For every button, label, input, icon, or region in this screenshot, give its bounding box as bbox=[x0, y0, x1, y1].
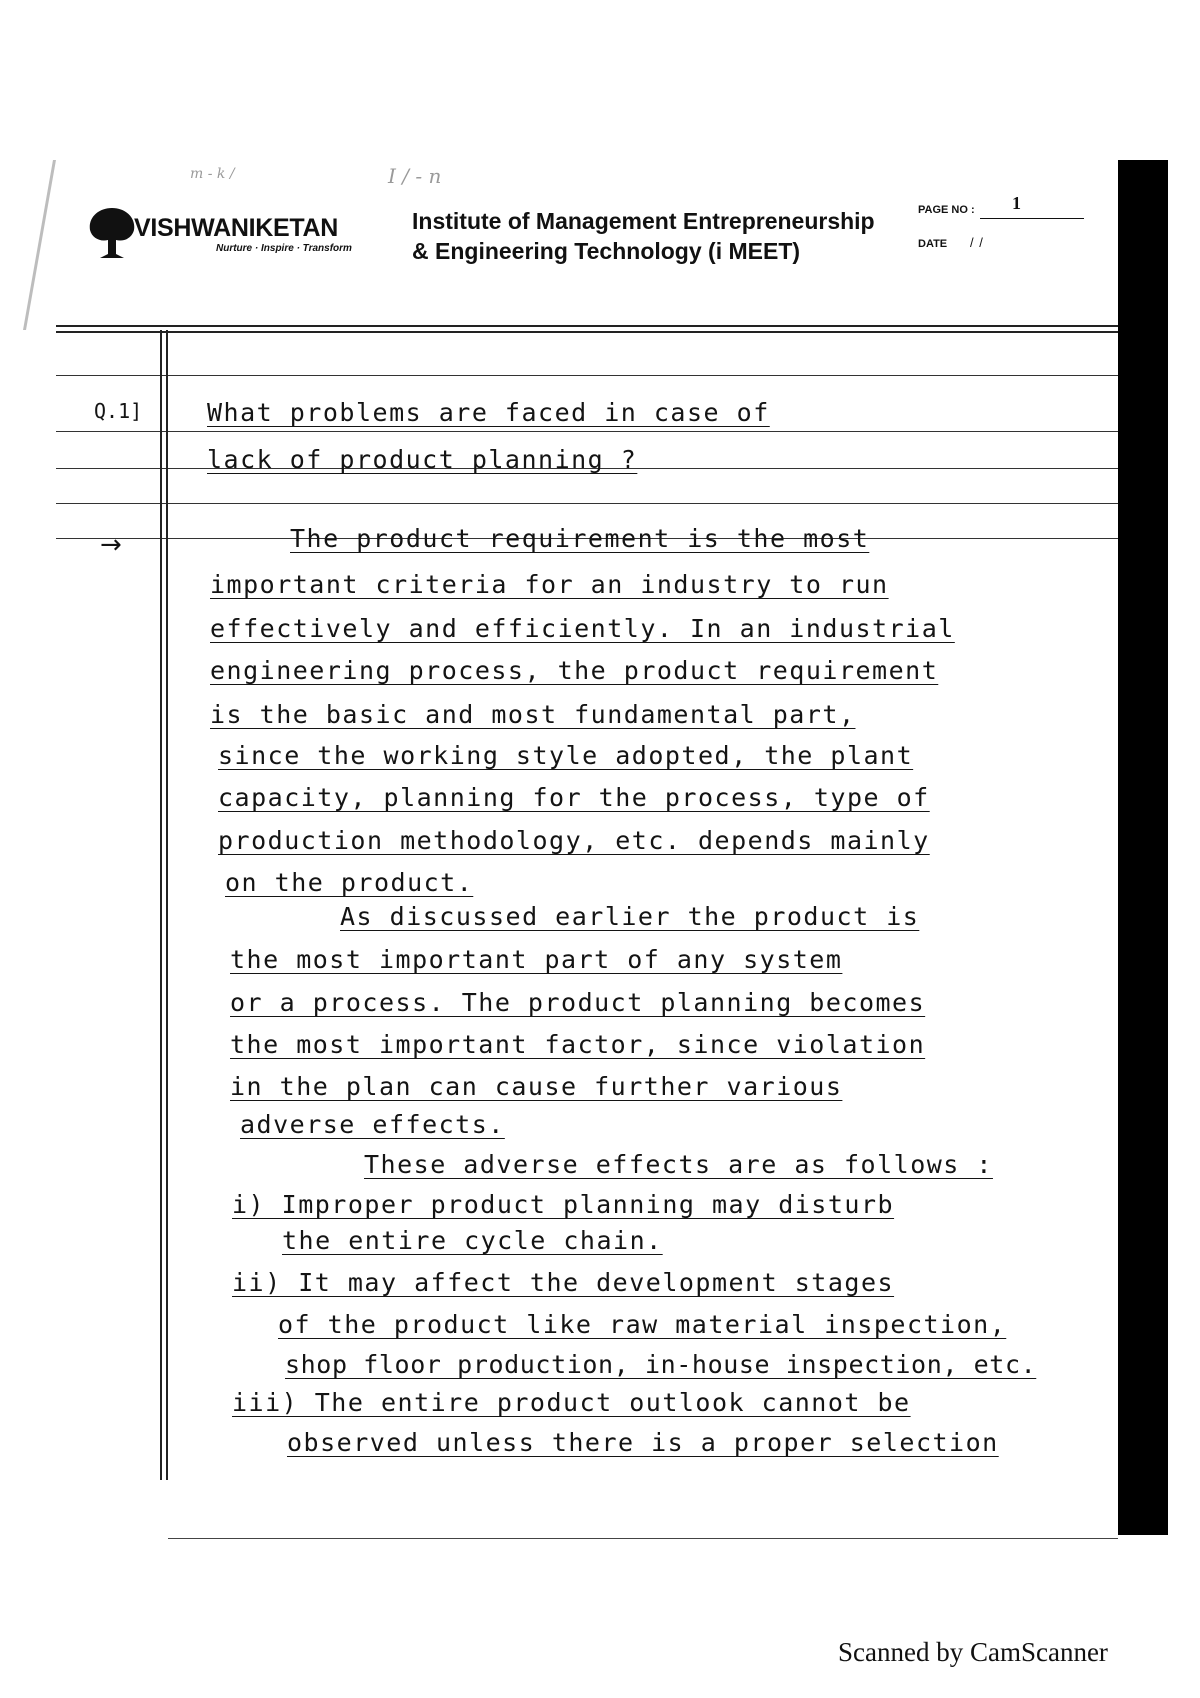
answer-line: adverse effects. bbox=[240, 1110, 505, 1139]
answer-line: engineering process, the product requirement bbox=[210, 656, 939, 685]
top-double-rule bbox=[56, 331, 1118, 333]
scanner-watermark: Scanned by CamScanner bbox=[838, 1637, 1108, 1667]
page-no-label: PAGE NO : bbox=[918, 204, 975, 216]
answer-line: The product requirement is the most bbox=[290, 524, 870, 553]
answer-line: As discussed earlier the product is bbox=[340, 902, 920, 931]
answer-line: observed unless there is a proper selection bbox=[287, 1428, 999, 1457]
answer-line: in the plan can cause further various bbox=[230, 1072, 843, 1101]
answer-line: iii) The entire product outlook cannot be bbox=[232, 1388, 911, 1417]
answer-line: important criteria for an industry to run bbox=[210, 570, 889, 599]
answer-line: i) Improper product planning may disturb bbox=[232, 1190, 895, 1219]
answer-line: the entire cycle chain. bbox=[282, 1226, 663, 1255]
answer-line: capacity, planning for the process, type of bbox=[218, 783, 930, 812]
institute-name-line-1: Institute of Management Entrepreneurship bbox=[412, 208, 875, 234]
margin-line bbox=[166, 330, 168, 1480]
scan-shadow-right bbox=[1118, 160, 1168, 1535]
bottom-rule bbox=[168, 1538, 1118, 1539]
tree-logo-icon bbox=[84, 204, 140, 260]
brand-name: VISHWANIKETAN bbox=[134, 214, 338, 242]
question-number: Q.1] bbox=[94, 399, 143, 423]
ruled-line bbox=[56, 431, 1118, 432]
answer-line: is the basic and most fundamental part, bbox=[210, 700, 856, 729]
answer-line: on the product. bbox=[225, 868, 474, 897]
pencil-note: m - k / bbox=[190, 166, 235, 182]
answer-line: of the product like raw material inspection, bbox=[278, 1310, 1007, 1339]
margin-line bbox=[160, 330, 162, 1480]
ruled-line bbox=[56, 503, 1118, 504]
institute-name-line-2: & Engineering Technology (i MEET) bbox=[412, 238, 801, 264]
answer-line: the most important part of any system bbox=[230, 945, 843, 974]
date-label: DATE bbox=[918, 238, 948, 250]
question-line: lack of product planning ? bbox=[207, 445, 638, 474]
answer-line: effectively and efficiently. In an industrial bbox=[210, 614, 955, 643]
brand-tagline: Nurture · Inspire · Transform bbox=[216, 243, 352, 254]
pencil-note: I / - n bbox=[388, 164, 442, 188]
page-no-value: 1 bbox=[1012, 193, 1021, 213]
answer-line: ii) It may affect the development stages bbox=[232, 1268, 895, 1297]
answer-line: production methodology, etc. depends mainly bbox=[218, 826, 930, 855]
page-no-underline bbox=[980, 218, 1084, 219]
date-value: / / bbox=[970, 235, 984, 250]
top-double-rule bbox=[56, 325, 1118, 327]
answer-arrow-icon: → bbox=[100, 530, 122, 560]
ruled-line bbox=[56, 375, 1118, 376]
question-line: What problems are faced in case of bbox=[207, 398, 770, 427]
answer-line: the most important factor, since violation bbox=[230, 1030, 926, 1059]
answer-line: or a process. The product planning becomes bbox=[230, 988, 926, 1017]
answer-line: since the working style adopted, the plant bbox=[218, 741, 914, 770]
scan-shadow-left bbox=[23, 160, 56, 330]
answer-line: shop floor production, in-house inspection, etc. bbox=[285, 1350, 1037, 1379]
answer-line: These adverse effects are as follows : bbox=[364, 1150, 993, 1179]
